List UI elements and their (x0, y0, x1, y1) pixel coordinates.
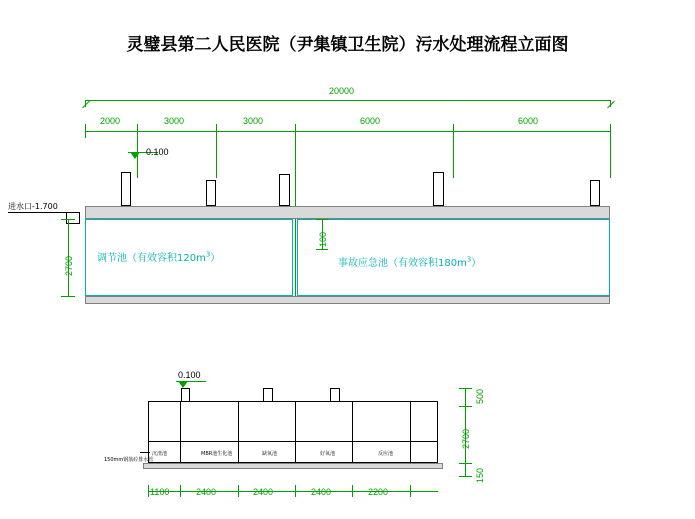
plan-bottom-tick-1 (180, 485, 181, 497)
plan-partition-2 (238, 401, 239, 463)
plan-bottom-dim-line (148, 491, 438, 492)
elevation-tank-emergency-label (338, 254, 481, 269)
seg-tick-3 (295, 124, 296, 138)
overall-dimension-line (85, 100, 610, 101)
segment-dimension-label-1: 3000 (164, 116, 185, 126)
plan-right-dim-label-2: 150 (475, 467, 485, 483)
wall-thickness-label: 100 (318, 231, 328, 247)
ext-line-4 (453, 138, 454, 178)
overall-dim-slash-left (82, 101, 90, 109)
riser-4 (433, 172, 444, 206)
ext-line-2 (216, 138, 217, 178)
plan-right-tick-2 (459, 463, 472, 464)
plan-bottom-dim-label-2: 2400 (253, 487, 274, 497)
riser-2 (206, 180, 216, 206)
plan-body-outline (148, 401, 438, 463)
plan-bottom-tick-4 (352, 485, 353, 497)
plan-level-triangle (178, 381, 188, 388)
elevation-level-triangle (130, 152, 140, 159)
plan-chamber-label-2: 缺氧池 (262, 451, 278, 457)
plan-pipe-leader (140, 452, 150, 453)
plan-right-dim-label-1: 2700 (461, 428, 471, 449)
ext-line-5 (610, 138, 611, 178)
page-title: 灵璧县第二人民医院（尹集镇卫生院）污水处理流程立面图 (126, 35, 569, 55)
plan-bottom-tick-5 (410, 485, 411, 497)
plan-chamber-label-4: 反应池 (378, 451, 394, 457)
plan-bottom-dim-label-3: 2400 (311, 487, 332, 497)
elevation-roof-slab (85, 206, 610, 219)
inlet-leader-line (8, 212, 70, 213)
plan-base-slab (143, 463, 443, 469)
plan-water-line (148, 441, 438, 442)
wall-thickness-tick-top (316, 219, 328, 220)
plan-right-tick-3 (459, 476, 472, 477)
plan-right-dim-label-0: 500 (475, 388, 485, 404)
ext-line-3 (295, 138, 296, 303)
plan-partition-5 (410, 401, 411, 463)
seg-tick-2 (216, 124, 217, 138)
elevation-tank-adjust-label (97, 249, 220, 264)
tank-emergency-suffix: ） (471, 258, 482, 269)
riser-1 (121, 172, 131, 206)
tank-adjust-suffix: ） (210, 253, 221, 264)
overall-dimension-label: 20000 (329, 86, 355, 96)
plan-bottom-dim-label-0: 1100 (150, 487, 170, 497)
tank-adjust-sup: 3 (205, 250, 211, 259)
segment-dimension-label-0: 2000 (100, 116, 121, 126)
wall-thickness-tick-bottom (316, 249, 328, 250)
seg-tick-5 (610, 124, 611, 138)
plan-bottom-tick-2 (238, 485, 239, 497)
elevation-height-label: 2700 (64, 255, 74, 276)
seg-tick-0 (85, 124, 86, 138)
segment-dimension-label-4: 6000 (518, 116, 539, 126)
plan-bottom-tick-3 (295, 485, 296, 497)
elevation-level-label: 0.100 (146, 147, 169, 157)
plan-right-tick-0 (459, 388, 472, 389)
plan-chamber-label-0: 沉渣池 (152, 451, 168, 457)
segment-dimension-label-2: 3000 (243, 116, 264, 126)
plan-riser-3 (330, 388, 340, 402)
plan-riser-1 (181, 388, 190, 402)
tank-adjust-text: 调节池（有效容积120m (97, 253, 206, 264)
overall-dim-slash-right (607, 101, 615, 109)
plan-chamber-label-1: MBR池生化池 (201, 451, 233, 457)
plan-bottom-dim-label-1: 2400 (196, 487, 217, 497)
plan-chamber-label-3: 好氧池 (320, 451, 336, 457)
seg-tick-1 (137, 124, 138, 138)
segment-dimension-line (85, 131, 610, 132)
plan-bottom-dim-label-4: 2200 (368, 487, 389, 497)
elevation-base-slab (85, 296, 610, 304)
riser-3 (279, 174, 290, 206)
plan-partition-3 (295, 401, 296, 463)
plan-pipe-note: 150mm钢筋砼排水管 (104, 457, 154, 463)
plan-partition-1 (180, 401, 181, 463)
plan-right-tick-1 (459, 406, 472, 407)
plan-riser-2 (263, 388, 273, 402)
plan-bottom-tick-0 (148, 485, 149, 497)
plan-partition-4 (352, 401, 353, 463)
tank-emergency-sup: 3 (466, 255, 472, 264)
seg-tick-4 (453, 124, 454, 138)
tank-emergency-text: 事故应急池（有效容积180m (338, 258, 467, 269)
segment-dimension-label-3: 6000 (360, 116, 381, 126)
plan-level-label: 0.100 (178, 370, 201, 380)
inlet-label: 进水口-1.700 (8, 202, 58, 211)
elevation-height-tick-top (61, 219, 75, 220)
riser-5 (590, 180, 600, 206)
elevation-height-tick-bottom (61, 296, 75, 297)
plan-level-line (176, 381, 206, 382)
